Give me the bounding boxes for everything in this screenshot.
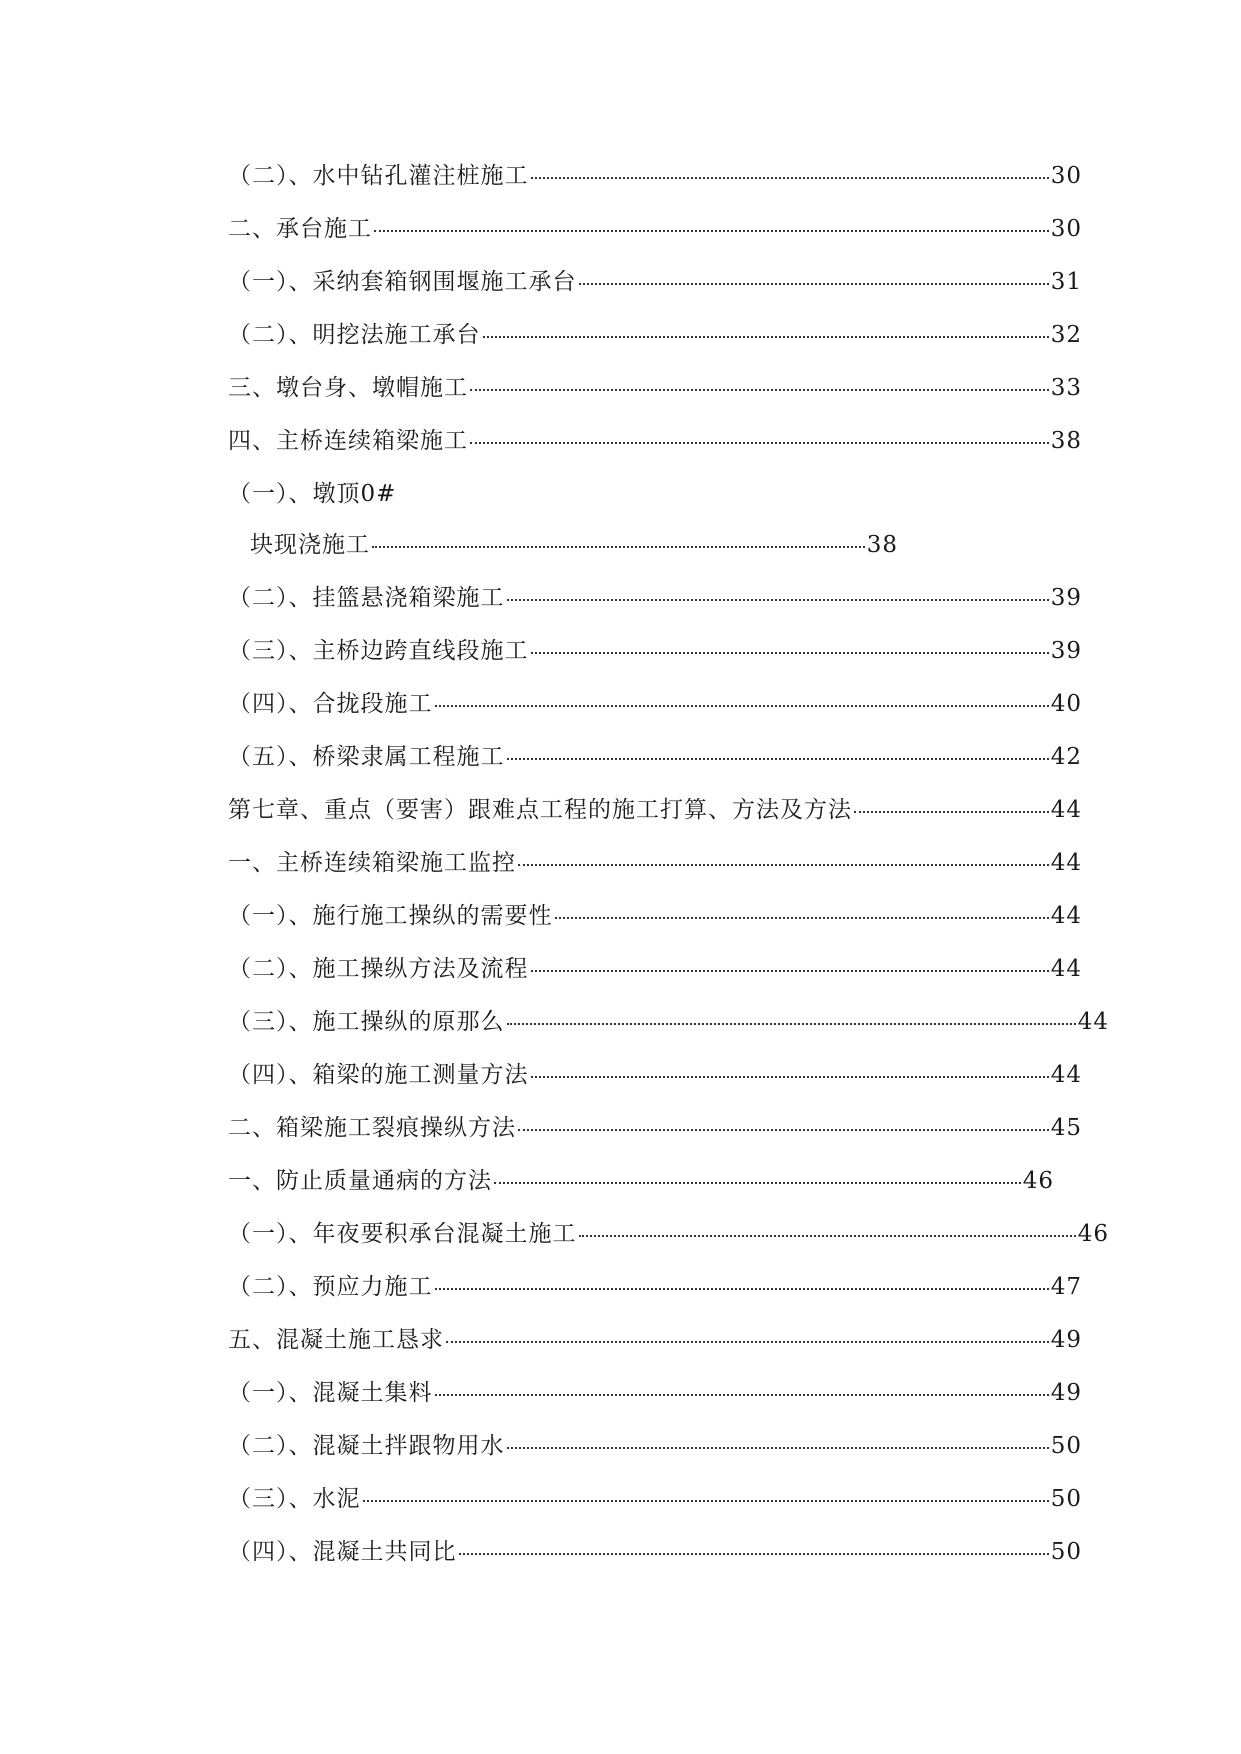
dot-leader bbox=[507, 999, 1076, 1025]
dot-leader bbox=[435, 1264, 1049, 1290]
toc-entry[interactable] bbox=[228, 685, 1082, 719]
toc-entry-page: 44 bbox=[1050, 797, 1082, 823]
dot-leader bbox=[363, 1476, 1049, 1502]
toc-entry-page: 44 bbox=[1077, 1009, 1109, 1035]
toc-entry-page: 40 bbox=[1050, 691, 1082, 717]
toc-entry-page: 39 bbox=[1050, 638, 1082, 664]
dot-leader bbox=[372, 522, 865, 548]
toc-entry-title: （二）、混凝土拌跟物用水 bbox=[228, 1433, 505, 1459]
toc-entry-title: 四、主桥连续箱梁施工 bbox=[228, 428, 468, 454]
toc-entry-page: 31 bbox=[1050, 269, 1082, 295]
toc-entry-page: 30 bbox=[1050, 216, 1082, 242]
toc-entry-page: 30 bbox=[1050, 163, 1082, 189]
dot-leader bbox=[507, 575, 1049, 601]
toc-entry-title: （二）、水中钻孔灌注桩施工 bbox=[228, 163, 529, 189]
dot-leader bbox=[435, 681, 1049, 707]
toc-entry-title: （三）、水泥 bbox=[228, 1486, 361, 1512]
toc-entry[interactable] bbox=[228, 210, 1082, 244]
toc-entry-title: 一、防止质量通病的方法 bbox=[228, 1168, 492, 1194]
dot-leader bbox=[531, 946, 1049, 972]
toc-entry[interactable] bbox=[228, 791, 1082, 825]
toc-entry-page: 50 bbox=[1050, 1486, 1082, 1512]
dot-leader bbox=[531, 628, 1049, 654]
toc-entry-title: （三）、主桥边跨直线段施工 bbox=[228, 638, 529, 664]
toc-entry-page: 38 bbox=[866, 532, 898, 558]
toc-entry-title: （三）、施工操纵的原那么 bbox=[228, 1009, 505, 1035]
toc-entry[interactable] bbox=[228, 738, 1082, 772]
toc-entry-page: 44 bbox=[1050, 956, 1082, 982]
toc-entry-page: 33 bbox=[1050, 375, 1082, 401]
toc-entry[interactable] bbox=[228, 897, 1082, 931]
toc-entry-title: （五）、桥梁隶属工程施工 bbox=[228, 744, 505, 770]
toc-entry-page: 49 bbox=[1050, 1380, 1082, 1406]
toc-entry[interactable] bbox=[228, 844, 1082, 878]
toc-entry-title: 二、承台施工 bbox=[228, 216, 372, 242]
toc-entry[interactable] bbox=[228, 263, 1082, 297]
dot-leader bbox=[518, 840, 1049, 866]
toc-entry-title: （二）、施工操纵方法及流程 bbox=[228, 956, 529, 982]
toc-entry[interactable] bbox=[228, 1374, 1082, 1408]
toc-entry[interactable] bbox=[228, 369, 1082, 403]
dot-leader bbox=[531, 1052, 1049, 1078]
toc-entry[interactable] bbox=[228, 579, 1082, 613]
toc-entry-title: （四）、混凝土共同比 bbox=[228, 1539, 457, 1565]
toc-entry-page: 46 bbox=[1022, 1168, 1054, 1194]
dot-leader bbox=[579, 259, 1049, 285]
dot-leader bbox=[470, 418, 1049, 444]
toc-entry[interactable] bbox=[228, 1427, 1082, 1461]
toc-entry[interactable] bbox=[228, 1321, 1082, 1355]
dot-leader bbox=[459, 1529, 1049, 1555]
toc-entry-page: 50 bbox=[1050, 1539, 1082, 1565]
dot-leader bbox=[507, 734, 1049, 760]
dot-leader bbox=[507, 1423, 1049, 1449]
toc-entry-page: 45 bbox=[1050, 1115, 1082, 1141]
toc-entry-page: 49 bbox=[1050, 1327, 1082, 1353]
toc-entry[interactable] bbox=[228, 1109, 1082, 1143]
dot-leader bbox=[483, 312, 1049, 338]
toc-entry-title: （二）、预应力施工 bbox=[228, 1274, 433, 1300]
toc-entry-title: 第七章、重点（要害）跟难点工程的施工打算、方法及方法 bbox=[228, 797, 852, 823]
toc-entry-title: （一）、墩顶0# bbox=[228, 481, 397, 507]
toc-entry-page: 47 bbox=[1050, 1274, 1082, 1300]
toc-entry-page: 32 bbox=[1050, 322, 1082, 348]
toc-entry-page: 39 bbox=[1050, 585, 1082, 611]
toc-entry[interactable] bbox=[228, 1533, 1082, 1567]
toc-entry-title: 二、箱梁施工裂痕操纵方法 bbox=[228, 1115, 516, 1141]
toc-entry-page: 38 bbox=[1050, 428, 1082, 454]
toc-entry-title: （一）、采纳套箱钢围堰施工承台 bbox=[228, 269, 577, 295]
dot-leader bbox=[518, 1105, 1049, 1131]
dot-leader bbox=[854, 787, 1049, 813]
toc-entry[interactable] bbox=[228, 316, 1082, 350]
toc-entry[interactable] bbox=[228, 1003, 1109, 1037]
toc-entry-page: 44 bbox=[1050, 1062, 1082, 1088]
toc-entry[interactable] bbox=[228, 1215, 1109, 1249]
toc-entry-title: 一、主桥连续箱梁施工监控 bbox=[228, 850, 516, 876]
toc-entry-page: 44 bbox=[1050, 903, 1082, 929]
toc-entry[interactable] bbox=[228, 475, 1082, 509]
toc-entry[interactable] bbox=[250, 526, 898, 560]
toc-entry-page: 44 bbox=[1050, 850, 1082, 876]
toc-entry-title: （四）、合拢段施工 bbox=[228, 691, 433, 717]
toc-entry-title: 五、混凝土施工恳求 bbox=[228, 1327, 444, 1353]
dot-leader bbox=[494, 1158, 1021, 1184]
dot-leader bbox=[470, 365, 1049, 391]
toc-entry[interactable] bbox=[228, 422, 1082, 456]
toc-entry-title: （一）、年夜要积承台混凝土施工 bbox=[228, 1221, 577, 1247]
toc-entry[interactable] bbox=[228, 157, 1082, 191]
toc-entry-title: （一）、施行施工操纵的需要性 bbox=[228, 903, 553, 929]
toc-entry[interactable] bbox=[228, 1268, 1082, 1302]
toc-entry-title: 三、墩台身、墩帽施工 bbox=[228, 375, 468, 401]
toc-entry[interactable] bbox=[228, 950, 1082, 984]
toc-entry[interactable] bbox=[228, 1480, 1082, 1514]
toc-entry[interactable] bbox=[228, 632, 1082, 666]
dot-leader bbox=[374, 206, 1049, 232]
toc-entry-title: （二）、明挖法施工承台 bbox=[228, 322, 481, 348]
dot-leader bbox=[555, 893, 1049, 919]
toc-entry-page: 46 bbox=[1077, 1221, 1109, 1247]
dot-leader bbox=[531, 153, 1049, 179]
toc-entry-title: 块现浇施工 bbox=[250, 532, 370, 558]
toc-entry-title: （二）、挂篮悬浇箱梁施工 bbox=[228, 585, 505, 611]
dot-leader bbox=[435, 1370, 1049, 1396]
dot-leader bbox=[446, 1317, 1049, 1343]
toc-entry[interactable] bbox=[228, 1162, 1054, 1196]
toc-entry-title: （四）、箱梁的施工测量方法 bbox=[228, 1062, 529, 1088]
toc-entry-title: （一）、混凝土集料 bbox=[228, 1380, 433, 1406]
toc-entry[interactable] bbox=[228, 1056, 1082, 1090]
dot-leader bbox=[579, 1211, 1076, 1237]
toc-entry-page: 42 bbox=[1050, 744, 1082, 770]
toc-entry-page: 50 bbox=[1050, 1433, 1082, 1459]
